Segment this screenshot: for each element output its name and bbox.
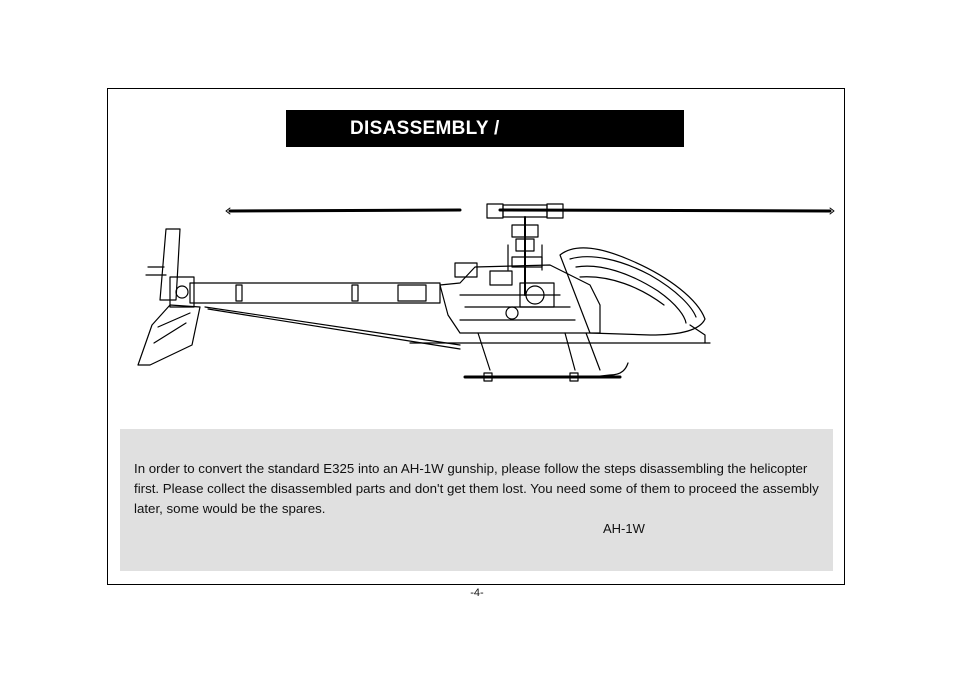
notes-cn-fragment: AH-1W <box>603 521 645 536</box>
conversion-notes-panel <box>120 429 833 571</box>
helicopter-side-view-icon <box>130 195 840 395</box>
page-number: -4- <box>470 587 484 599</box>
notes-body-text: In order to convert the standard E325 into an AH-1W gunship, please follow the steps disassembling the helicopter first. Please collect the disassembled parts and don't get them lost. You need some of them to proceed the assembly later, some would be the spares. <box>134 461 819 516</box>
section-title: DISASSEMBLY / <box>286 110 684 147</box>
